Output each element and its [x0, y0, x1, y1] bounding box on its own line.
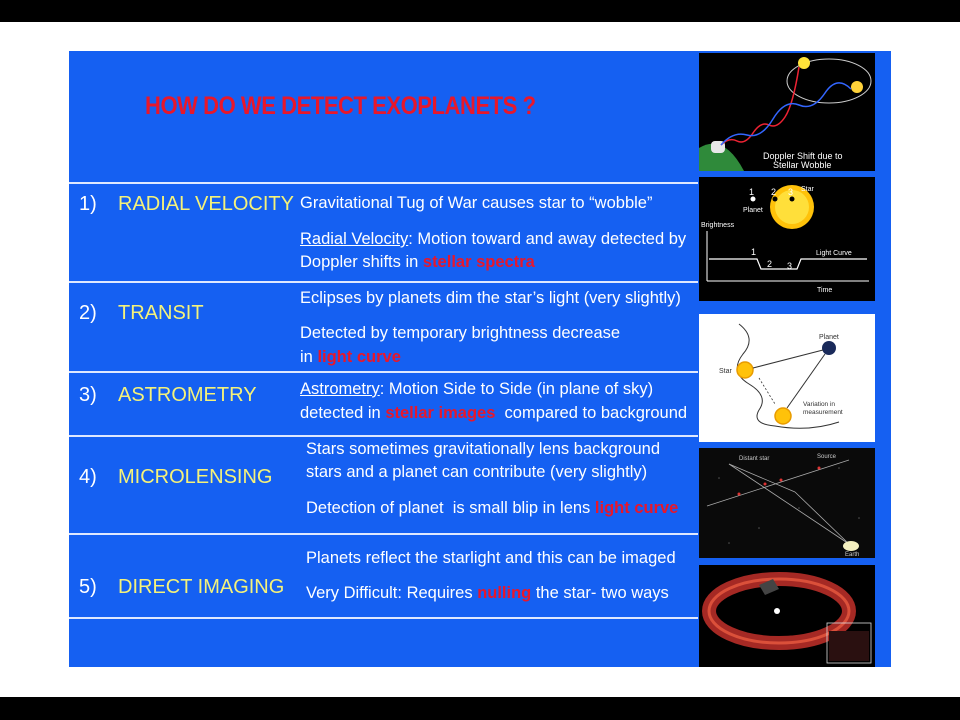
method-description: Gravitational Tug of War causes star to “wobble”: [300, 194, 653, 212]
method-description: Detection of planet is small blip in lens light curve: [306, 499, 679, 517]
svg-text:1: 1: [751, 247, 757, 257]
method-number: 1): [79, 193, 97, 215]
method-number: 4): [79, 466, 97, 488]
row-divider: [69, 533, 698, 535]
doppler-caption: Doppler Shift due to: [763, 151, 843, 161]
method-direct-imaging: DIRECT IMAGING: [118, 576, 285, 598]
method-number: 2): [79, 302, 97, 324]
svg-text:Star: Star: [801, 186, 814, 193]
svg-text:Brightness: Brightness: [701, 222, 735, 229]
doppler-caption: Stellar Wobble: [773, 160, 832, 170]
row-divider: [69, 281, 698, 283]
svg-text:Planet: Planet: [743, 207, 763, 214]
svg-text:Variation in: Variation in: [803, 401, 836, 408]
svg-text:Light Curve: Light Curve: [816, 250, 852, 257]
letterbox-bottom: [0, 697, 960, 720]
slide-title: HOW DO WE DETECT EXOPLANETS ?: [145, 92, 536, 120]
method-description: Astrometry: Motion Side to Side (in plane of sky): [300, 380, 654, 398]
svg-text:2: 2: [771, 187, 777, 197]
method-description: Doppler shifts in stellar spectra: [300, 253, 535, 271]
method-description: stars and a planet can contribute (very slightly): [306, 463, 648, 481]
svg-text:measurement: measurement: [803, 409, 843, 416]
row-divider: [69, 371, 698, 373]
method-microlensing: MICROLENSING: [118, 466, 273, 488]
method-description: Planets reflect the starlight and this can be imaged: [306, 549, 676, 567]
astrometry-diagram-image: [699, 314, 875, 442]
svg-text:3: 3: [787, 261, 793, 271]
row-divider: [69, 182, 698, 184]
method-description: detected in stellar images compared to background: [300, 404, 688, 422]
svg-text:Star: Star: [719, 368, 732, 375]
svg-text:Time: Time: [817, 287, 833, 294]
method-number: 3): [79, 384, 97, 406]
method-description: Stars sometimes gravitationally lens background: [306, 440, 661, 458]
doppler-wobble-image: [699, 53, 875, 171]
svg-text:2: 2: [767, 259, 773, 269]
direct-imaging-image: [699, 565, 875, 667]
method-description: Detected by temporary brightness decrease: [300, 324, 621, 342]
method-number: 5): [79, 576, 97, 598]
method-description: Radial Velocity: Motion toward and away detected by: [300, 230, 687, 248]
slide: [69, 51, 891, 667]
method-description: Very Difficult: Requires nulling the star- two ways: [306, 584, 669, 602]
method-description: Eclipses by planets dim the star’s light (very slightly): [300, 289, 681, 307]
method-description: in light curve: [300, 348, 401, 366]
method-astrometry: ASTROMETRY: [118, 384, 257, 406]
svg-text:1: 1: [749, 187, 755, 197]
method-transit: TRANSIT: [118, 302, 204, 324]
microlensing-diagram-image: [699, 448, 875, 558]
letterbox-top: [0, 0, 960, 22]
svg-text:Distant star: Distant star: [739, 456, 770, 462]
method-radial-velocity: RADIAL VELOCITY: [118, 193, 294, 215]
svg-text:Earth: Earth: [845, 552, 860, 558]
row-divider: [69, 435, 698, 437]
svg-text:3: 3: [788, 187, 794, 197]
svg-text:Planet: Planet: [819, 334, 839, 341]
svg-text:Source: Source: [817, 454, 837, 460]
transit-light-curve-image: [699, 177, 875, 301]
row-divider: [69, 617, 698, 619]
